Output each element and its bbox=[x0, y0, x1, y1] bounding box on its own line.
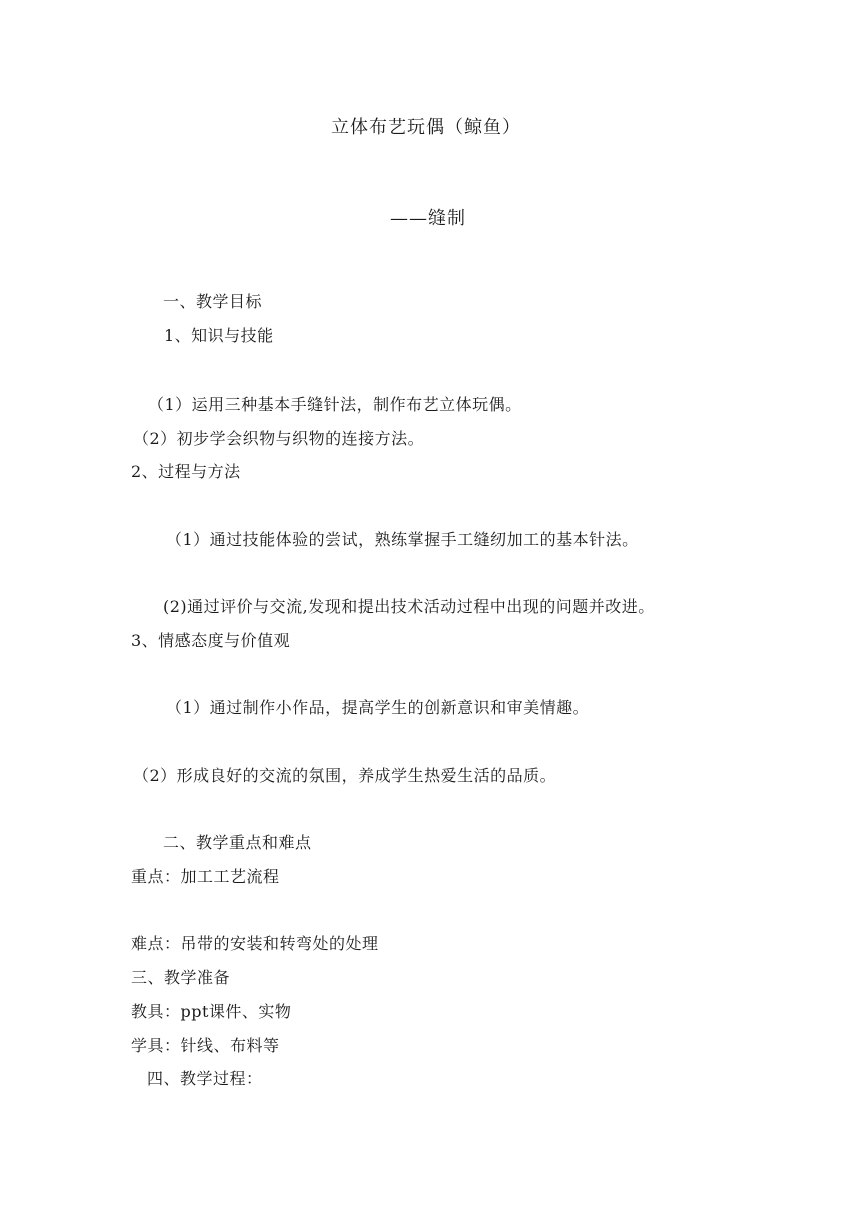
paragraph-line: （1）运用三种基本手缝针法，制作布艺立体玩偶。 bbox=[148, 395, 522, 414]
paragraph-line: （2）初步学会织物与织物的连接方法。 bbox=[133, 429, 425, 448]
paragraph-line: （2）形成良好的交流的氛围，养成学生热爱生活的品质。 bbox=[133, 766, 557, 785]
paragraph-line: 教具：ppt课件、实物 bbox=[131, 1002, 292, 1021]
section-heading-preparation: 三、教学准备 bbox=[131, 968, 231, 987]
subheading-attitude-values: 3、情感态度与价值观 bbox=[131, 631, 291, 650]
document-subtitle: ——缝制 bbox=[390, 208, 466, 229]
section-heading-process: 四、教学过程： bbox=[147, 1069, 263, 1088]
section-heading-objectives: 一、教学目标 bbox=[163, 292, 263, 311]
subheading-knowledge-skills: 1、知识与技能 bbox=[164, 326, 274, 345]
paragraph-line: 重点：加工工艺流程 bbox=[131, 867, 280, 886]
subheading-process-method: 2、过程与方法 bbox=[131, 462, 241, 481]
section-heading-key-points: 二、教学重点和难点 bbox=[163, 833, 312, 852]
paragraph-line: （1）通过制作小作品，提高学生的创新意识和审美情趣。 bbox=[166, 698, 590, 717]
paragraph-line: 学具：针线、布料等 bbox=[131, 1036, 280, 1055]
paragraph-line: 难点：吊带的安装和转弯处的处理 bbox=[131, 934, 379, 953]
paragraph-line: (2)通过评价与交流,发现和提出技术活动过程中出现的问题并改进。 bbox=[163, 597, 655, 616]
paragraph-line: （1）通过技能体验的尝试，熟练掌握手工缝纫加工的基本针法。 bbox=[166, 530, 639, 549]
document-title: 立体布艺玩偶（鲸鱼） bbox=[331, 117, 521, 138]
